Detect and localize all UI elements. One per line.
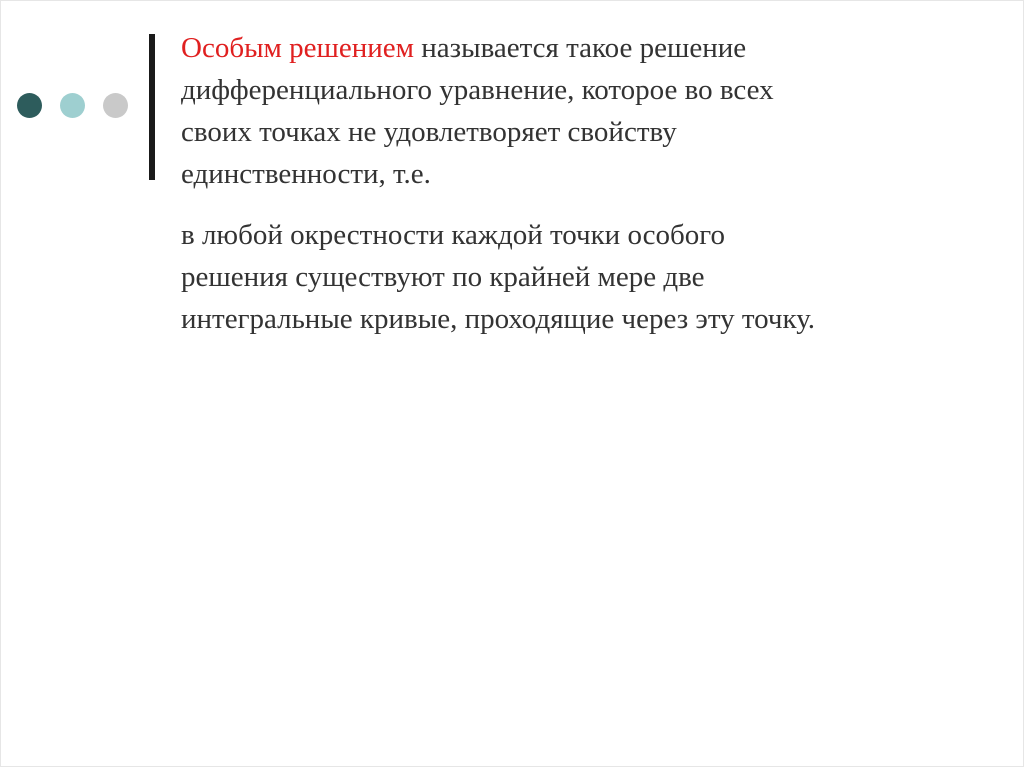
para1-line-2: дифференциального уравнение, которое во всех [181,74,774,106]
decor-dot-light-teal [60,93,85,118]
para1-line-3: своих точках не удовлетворяет свойству [181,116,677,148]
para1-line-4: единственности, т.е. [181,158,431,190]
term-highlight: Особым решением [181,32,414,64]
para2-line-3: интегральные кривые, проходящие через эту точку. [181,303,816,335]
decor-vertical-bar [149,34,155,180]
para2-line-1: в любой окрестности каждой точки особого [181,219,725,251]
para2-line-2: решения существуют по крайней мере две [181,261,705,293]
definition-paragraph [181,27,961,195]
slide-body [181,27,961,340]
explanation-paragraph [181,214,961,340]
decor-dot-dark-teal [17,93,42,118]
para1-line-1: называется такое решение [414,32,747,64]
decor-dot-gray [103,93,128,118]
